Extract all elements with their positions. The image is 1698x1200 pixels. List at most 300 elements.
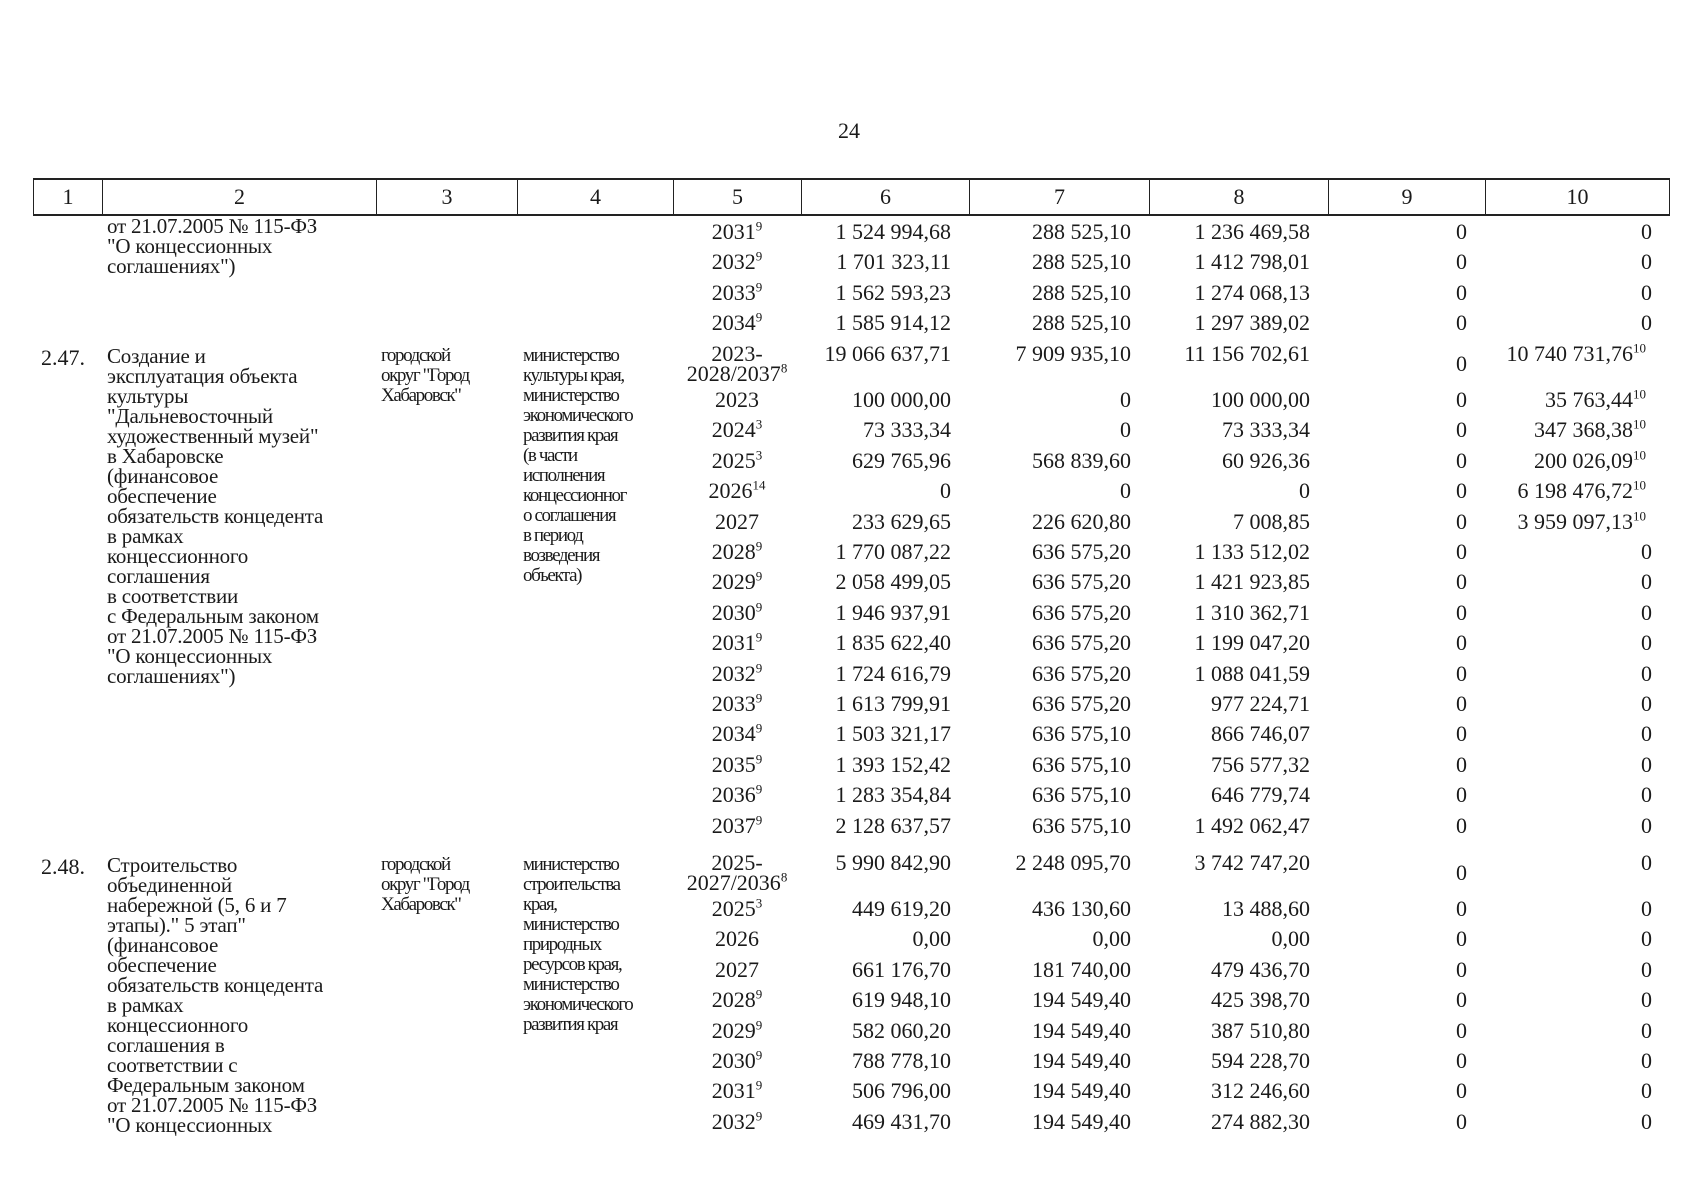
federal-budget-amount-value: 636 575,20 — [1032, 691, 1131, 716]
year-range-text: 2027/2036 — [686, 870, 781, 895]
municipal-budget-amount — [1328, 1079, 1467, 1103]
extrabudgetary-amount-value: 0 — [1641, 1017, 1652, 1043]
regional-budget-amount — [1149, 851, 1310, 875]
extrabudgetary-amount — [1485, 1049, 1652, 1073]
total-amount — [801, 927, 951, 951]
municipal-budget-amount — [1328, 897, 1467, 921]
footnote-mark: 10 — [1633, 477, 1646, 493]
responsible-line: министерство — [523, 914, 619, 935]
total-amount-value: 1 613 799,91 — [835, 691, 951, 716]
municipal-budget-amount — [1328, 479, 1467, 503]
total-amount-value: 2 128 637,57 — [835, 812, 951, 838]
federal-budget-amount — [969, 662, 1131, 686]
regional-budget-amount-value: 1 133 512,02 — [1194, 539, 1310, 564]
year-range-label — [673, 869, 801, 895]
territory — [381, 855, 517, 915]
column-header-1: 1 — [33, 180, 102, 214]
municipal-budget-amount — [1328, 861, 1467, 885]
activity-name-line: от 21.07.2005 № 115-ФЗ — [107, 1093, 318, 1117]
year-label: 2025$^3$ — [711, 895, 763, 921]
federal-budget-amount — [969, 311, 1131, 335]
total-amount — [801, 988, 951, 1012]
regional-budget-amount-value: 1 199 047,20 — [1194, 630, 1310, 656]
extrabudgetary-amount — [1485, 250, 1652, 274]
extrabudgetary-amount-value: 0 — [1641, 1078, 1652, 1104]
federal-budget-amount-value: 636 575,10 — [1032, 751, 1131, 777]
activity-name — [107, 346, 375, 686]
regional-budget-amount — [1149, 281, 1310, 305]
responsible-line: ресурсов края, — [523, 954, 622, 975]
territory-line: городской — [381, 854, 450, 875]
municipal-budget-amount-value: 0 — [1456, 630, 1467, 656]
total-amount — [801, 1019, 951, 1043]
federal-budget-amount — [969, 570, 1131, 594]
regional-budget-amount-value: 1 274 068,13 — [1194, 279, 1310, 305]
footnote-mark: 9 — [755, 309, 763, 325]
extrabudgetary-amount-value: 200 026,09 — [1534, 447, 1633, 473]
responsible-line: строительства — [523, 874, 620, 895]
territory-line: городской — [381, 345, 450, 366]
regional-budget-amount-value: 387 510,80 — [1211, 1017, 1310, 1043]
footnote-mark: 9 — [755, 1017, 763, 1033]
total-amount-value: 1 946 937,91 — [835, 599, 951, 625]
regional-budget-amount-value: 100 000,00 — [1211, 387, 1310, 412]
total-amount-value: 1 585 914,12 — [835, 310, 951, 336]
total-amount — [801, 958, 951, 982]
activity-name-line: эксплуатация объекта — [107, 364, 298, 388]
year-label: 2033$^9$ — [711, 690, 763, 716]
total-amount-value: 449 619,20 — [852, 896, 951, 921]
regional-budget-amount — [1149, 388, 1310, 412]
year-label: 2031$^9$ — [711, 629, 763, 656]
federal-budget-amount — [969, 479, 1131, 503]
year-label: 2034$^9$ — [711, 721, 763, 747]
year-label: 2025$^3$ — [711, 447, 763, 473]
municipal-budget-amount — [1328, 1110, 1467, 1134]
regional-budget-amount — [1149, 692, 1310, 716]
responsible-line: природных — [523, 934, 601, 955]
column-header-10: 10 — [1485, 180, 1670, 214]
year-cell — [673, 311, 801, 335]
regional-budget-amount — [1149, 1079, 1310, 1103]
responsible-line: возведения — [523, 545, 600, 566]
federal-budget-amount-value: 636 575,20 — [1032, 539, 1131, 564]
federal-budget-amount — [969, 722, 1131, 746]
total-amount-value: 73 333,34 — [863, 417, 951, 443]
extrabudgetary-amount — [1485, 449, 1646, 473]
extrabudgetary-amount — [1485, 958, 1652, 982]
municipal-budget-amount-value: 0 — [1456, 956, 1467, 982]
municipal-budget-amount — [1328, 662, 1467, 686]
footnote-mark: 9 — [755, 569, 763, 585]
extrabudgetary-amount-value: 0 — [1641, 1048, 1652, 1073]
extrabudgetary-amount-value: 0 — [1641, 279, 1652, 305]
footnote-mark: 10 — [1633, 340, 1646, 356]
municipal-budget-amount-value: 0 — [1456, 599, 1467, 625]
column-header-9: 9 — [1328, 180, 1485, 214]
extrabudgetary-amount-value: 347 368,38 — [1534, 417, 1633, 443]
federal-budget-amount — [969, 783, 1131, 807]
federal-budget-amount — [969, 1110, 1131, 1134]
federal-budget-amount — [969, 342, 1131, 366]
total-amount-value: 619 948,10 — [852, 987, 951, 1013]
extrabudgetary-amount-value: 0 — [1641, 660, 1652, 686]
municipal-budget-amount-value: 0 — [1456, 387, 1467, 412]
regional-budget-amount — [1149, 570, 1310, 594]
total-amount — [801, 851, 951, 875]
activity-name-line: в рамках — [107, 993, 184, 1017]
extrabudgetary-amount-value: 0 — [1641, 751, 1652, 777]
extrabudgetary-amount — [1485, 342, 1646, 366]
footnote-mark: 8 — [780, 869, 788, 885]
regional-budget-amount-value: 1 297 389,02 — [1194, 310, 1310, 336]
total-amount — [801, 311, 951, 335]
municipal-budget-amount-value: 0 — [1456, 926, 1467, 952]
footnote-mark: 9 — [755, 781, 763, 797]
extrabudgetary-amount-value: 35 763,44 — [1545, 387, 1633, 412]
year-label: 2031$^9$ — [711, 218, 763, 244]
regional-budget-amount-value: 0,00 — [1271, 926, 1310, 952]
federal-budget-amount-value: 288 525,10 — [1032, 279, 1131, 305]
federal-budget-amount-value: 288 525,10 — [1032, 310, 1131, 336]
total-amount-value: 788 778,10 — [852, 1048, 951, 1073]
footnote-mark: 9 — [755, 218, 763, 234]
federal-budget-amount — [969, 281, 1131, 305]
federal-budget-amount — [969, 418, 1131, 442]
activity-name-line: соглашениях") — [107, 254, 236, 278]
municipal-budget-amount — [1328, 418, 1467, 442]
federal-budget-amount-value: 636 575,20 — [1032, 569, 1131, 595]
federal-budget-amount-value: 0 — [1120, 478, 1131, 504]
regional-budget-amount-value: 1 492 062,47 — [1194, 812, 1310, 838]
year-label: 2035$^9$ — [711, 751, 763, 777]
responsible-line: развития края — [523, 425, 618, 446]
activity-name-line: художественный музей" — [107, 424, 319, 448]
extrabudgetary-amount — [1485, 510, 1646, 534]
footnote-mark: 9 — [755, 721, 763, 737]
year-label: 2032$^9$ — [711, 1108, 763, 1134]
municipal-budget-amount — [1328, 783, 1467, 807]
regional-budget-amount — [1149, 311, 1310, 335]
activity-name-line: соглашения в — [107, 1033, 225, 1057]
extrabudgetary-amount — [1485, 388, 1646, 412]
extrabudgetary-amount — [1485, 692, 1652, 716]
column-header-6: 6 — [801, 180, 969, 214]
regional-budget-amount-value: 425 398,70 — [1211, 987, 1310, 1013]
activity-name-line: объединенной — [107, 873, 232, 897]
year-range-label — [673, 360, 801, 386]
municipal-budget-amount-value: 0 — [1456, 1078, 1467, 1104]
footnote-mark: 9 — [755, 538, 763, 554]
year-cell — [673, 388, 801, 412]
total-amount — [801, 479, 951, 503]
extrabudgetary-amount — [1485, 570, 1652, 594]
activity-name-line: соответствии с — [107, 1053, 238, 1077]
year-cell — [673, 250, 801, 274]
year-cell — [673, 449, 801, 473]
federal-budget-amount-value: 636 575,10 — [1032, 721, 1131, 747]
municipal-budget-amount — [1328, 814, 1467, 838]
year-label: 2028$^9$ — [711, 986, 763, 1013]
municipal-budget-amount — [1328, 220, 1467, 244]
year-cell — [673, 1019, 801, 1043]
activity-name-line: от 21.07.2005 № 115-ФЗ — [107, 624, 318, 648]
year-label: 2032$^9$ — [711, 660, 763, 686]
footnote-mark: 9 — [755, 986, 763, 1002]
year-label: 2037$^9$ — [711, 812, 763, 838]
federal-budget-amount-value: 194 549,40 — [1032, 987, 1131, 1013]
total-amount — [801, 1110, 951, 1134]
column-header-2: 2 — [102, 180, 376, 214]
total-amount-value: 233 629,65 — [852, 508, 951, 534]
responsible-executor — [523, 346, 673, 586]
total-amount — [801, 753, 951, 777]
activity-name-line: "О концессионных — [107, 644, 273, 668]
federal-budget-amount — [969, 1019, 1131, 1043]
extrabudgetary-amount — [1485, 479, 1646, 503]
extrabudgetary-amount — [1485, 311, 1652, 335]
municipal-budget-amount-value: 0 — [1456, 219, 1467, 244]
footnote-mark: 8 — [780, 360, 788, 376]
territory-line: Хабаровск" — [381, 894, 461, 915]
extrabudgetary-amount — [1485, 418, 1646, 442]
federal-budget-amount — [969, 449, 1131, 473]
extrabudgetary-amount-value: 0 — [1641, 599, 1652, 625]
municipal-budget-amount — [1328, 631, 1467, 655]
municipal-budget-amount-value: 0 — [1456, 279, 1467, 305]
municipal-budget-amount-value: 0 — [1456, 351, 1467, 376]
year-cell — [673, 1079, 801, 1103]
municipal-budget-amount-value: 0 — [1456, 508, 1467, 534]
year-cell — [673, 1049, 801, 1073]
regional-budget-amount — [1149, 631, 1310, 655]
year-label: 2023- — [711, 341, 763, 366]
extrabudgetary-amount-value: 0 — [1641, 310, 1652, 336]
regional-budget-amount-value: 274 882,30 — [1211, 1108, 1310, 1134]
municipal-budget-amount — [1328, 449, 1467, 473]
activity-name-line: в рамках — [107, 524, 184, 548]
extrabudgetary-amount — [1485, 540, 1652, 564]
footnote-mark: 9 — [755, 690, 763, 706]
municipal-budget-amount-value: 0 — [1456, 660, 1467, 686]
year-label: 2034$^9$ — [711, 309, 763, 336]
municipal-budget-amount-value: 0 — [1456, 751, 1467, 777]
federal-budget-amount — [969, 601, 1131, 625]
footnote-mark: 14 — [752, 477, 766, 493]
year-label: 2032$^9$ — [711, 249, 763, 275]
total-amount-value: 661 176,70 — [852, 956, 951, 982]
federal-budget-amount — [969, 988, 1131, 1012]
municipal-budget-amount-value: 0 — [1456, 1108, 1467, 1134]
extrabudgetary-amount-value: 0 — [1641, 926, 1652, 952]
regional-budget-amount — [1149, 814, 1310, 838]
federal-budget-amount-value: 636 575,20 — [1032, 660, 1131, 686]
federal-budget-amount — [969, 753, 1131, 777]
total-amount-value: 629 765,96 — [852, 447, 951, 473]
activity-name — [107, 855, 375, 1135]
total-amount — [801, 281, 951, 305]
extrabudgetary-amount-value: 10 740 731,76 — [1506, 341, 1633, 366]
municipal-budget-amount-value: 0 — [1456, 896, 1467, 921]
municipal-budget-amount — [1328, 988, 1467, 1012]
total-amount-value: 1 524 994,68 — [835, 219, 951, 244]
federal-budget-amount — [969, 897, 1131, 921]
regional-budget-amount — [1149, 958, 1310, 982]
regional-budget-amount — [1149, 342, 1310, 366]
federal-budget-amount — [969, 927, 1131, 951]
regional-budget-amount — [1149, 510, 1310, 534]
extrabudgetary-amount — [1485, 662, 1652, 686]
year-cell — [673, 540, 801, 564]
extrabudgetary-amount — [1485, 601, 1652, 625]
extrabudgetary-amount-value: 0 — [1641, 569, 1652, 595]
regional-budget-amount-value: 60 926,36 — [1222, 447, 1310, 473]
activity-name-line: Федеральным законом — [107, 1073, 305, 1097]
activity-name-line: от 21.07.2005 № 115-ФЗ — [107, 214, 318, 238]
federal-budget-amount — [969, 958, 1131, 982]
footnote-mark: 3 — [755, 417, 763, 433]
total-amount — [801, 692, 951, 716]
total-amount — [801, 1079, 951, 1103]
extrabudgetary-amount — [1485, 851, 1652, 875]
year-label: 2030$^9$ — [711, 1047, 763, 1073]
regional-budget-amount — [1149, 220, 1310, 244]
activity-name-line: (финансовое — [107, 464, 219, 488]
year-label: 2028$^9$ — [711, 538, 763, 564]
responsible-line: (в части — [523, 445, 577, 466]
regional-budget-amount-value: 73 333,34 — [1222, 417, 1310, 443]
footnote-mark: 9 — [755, 660, 763, 676]
extrabudgetary-amount-value: 0 — [1641, 956, 1652, 982]
year-cell — [673, 988, 801, 1012]
total-amount-value: 1 770 087,22 — [835, 539, 951, 564]
total-amount — [801, 631, 951, 655]
federal-budget-amount-value: 194 549,40 — [1032, 1048, 1131, 1073]
municipal-budget-amount-value: 0 — [1456, 310, 1467, 336]
year-cell — [673, 927, 801, 951]
extrabudgetary-amount-value: 0 — [1641, 782, 1652, 808]
total-amount — [801, 342, 951, 366]
total-amount-value: 506 796,00 — [852, 1078, 951, 1104]
total-amount-value: 19 066 637,71 — [824, 341, 951, 366]
activity-name-line: обеспечение — [107, 484, 217, 508]
responsible-line: экономического — [523, 994, 633, 1015]
municipal-budget-amount — [1328, 540, 1467, 564]
responsible-line: в период — [523, 525, 583, 546]
municipal-budget-amount — [1328, 1049, 1467, 1073]
total-amount — [801, 722, 951, 746]
year-cell — [673, 851, 801, 893]
responsible-executor — [523, 855, 673, 1035]
regional-budget-amount-value: 11 156 702,61 — [1184, 341, 1310, 366]
municipal-budget-amount — [1328, 601, 1467, 625]
regional-budget-amount-value: 312 246,60 — [1211, 1078, 1310, 1104]
row-number: 2.48. — [41, 854, 85, 879]
total-amount-value: 582 060,20 — [852, 1017, 951, 1043]
footnote-mark: 9 — [755, 599, 763, 615]
year-cell — [673, 342, 801, 384]
territory-line: Хабаровск" — [381, 385, 461, 406]
municipal-budget-amount-value: 0 — [1456, 1048, 1467, 1073]
extrabudgetary-amount — [1485, 897, 1652, 921]
regional-budget-amount — [1149, 449, 1310, 473]
municipal-budget-amount-value: 0 — [1456, 478, 1467, 504]
extrabudgetary-amount-value: 0 — [1641, 539, 1652, 564]
footnote-mark: 9 — [755, 1078, 763, 1094]
activity-name-line: соглашениях") — [107, 664, 236, 688]
total-amount — [801, 418, 951, 442]
activity-name-line: "О концессионных — [107, 234, 273, 258]
year-cell — [673, 570, 801, 594]
municipal-budget-amount-value: 0 — [1456, 539, 1467, 564]
year-cell — [673, 510, 801, 534]
federal-budget-amount-value: 194 549,40 — [1032, 1017, 1131, 1043]
federal-budget-amount-value: 288 525,10 — [1032, 219, 1131, 244]
activity-name-line: с Федеральным законом — [107, 604, 319, 628]
total-amount-value: 5 990 842,90 — [835, 850, 951, 875]
federal-budget-amount — [969, 1049, 1131, 1073]
activity-name-line: "Дальневосточный — [107, 404, 273, 428]
federal-budget-amount — [969, 388, 1131, 412]
total-amount-value: 1 724 616,79 — [835, 660, 951, 686]
column-header-5: 5 — [673, 180, 801, 214]
activity-name-line: этапы)." 5 этап" — [107, 913, 246, 937]
regional-budget-amount-value: 1 421 923,85 — [1194, 569, 1310, 595]
federal-budget-amount-value: 636 575,20 — [1032, 599, 1131, 625]
municipal-budget-amount-value: 0 — [1456, 782, 1467, 808]
extrabudgetary-amount — [1485, 1079, 1652, 1103]
year-label: 2033$^9$ — [711, 279, 763, 305]
regional-budget-amount — [1149, 1110, 1310, 1134]
territory — [381, 346, 517, 406]
regional-budget-amount — [1149, 250, 1310, 274]
municipal-budget-amount — [1328, 510, 1467, 534]
extrabudgetary-amount-value: 3 959 097,13 — [1517, 508, 1633, 534]
year-cell — [673, 220, 801, 244]
year-cell — [673, 479, 801, 503]
federal-budget-amount-value: 288 525,10 — [1032, 249, 1131, 275]
total-amount — [801, 570, 951, 594]
municipal-budget-amount — [1328, 958, 1467, 982]
activity-name-line: (финансовое — [107, 933, 219, 957]
footnote-mark: 9 — [755, 1047, 763, 1063]
municipal-budget-amount-value: 0 — [1456, 812, 1467, 838]
extrabudgetary-amount — [1485, 814, 1652, 838]
total-amount — [801, 510, 951, 534]
footnote-mark: 9 — [755, 249, 763, 265]
municipal-budget-amount — [1328, 927, 1467, 951]
total-amount — [801, 388, 951, 412]
municipal-budget-amount — [1328, 311, 1467, 335]
total-amount — [801, 220, 951, 244]
responsible-line: о соглашения — [523, 505, 616, 526]
responsible-line: исполнения — [523, 465, 605, 486]
year-label: 2031$^9$ — [711, 1078, 763, 1104]
total-amount — [801, 449, 951, 473]
federal-budget-amount — [969, 220, 1131, 244]
year-cell — [673, 783, 801, 807]
activity-name — [107, 216, 375, 276]
regional-budget-amount — [1149, 722, 1310, 746]
regional-budget-amount-value: 1 310 362,71 — [1194, 599, 1310, 625]
footnote-mark: 9 — [755, 1108, 763, 1124]
municipal-budget-amount — [1328, 352, 1467, 376]
federal-budget-amount — [969, 250, 1131, 274]
regional-budget-amount-value: 1 412 798,01 — [1194, 249, 1310, 275]
activity-name-line: обязательств концедента — [107, 504, 324, 528]
year-cell — [673, 631, 801, 655]
footnote-mark: 9 — [755, 629, 763, 645]
